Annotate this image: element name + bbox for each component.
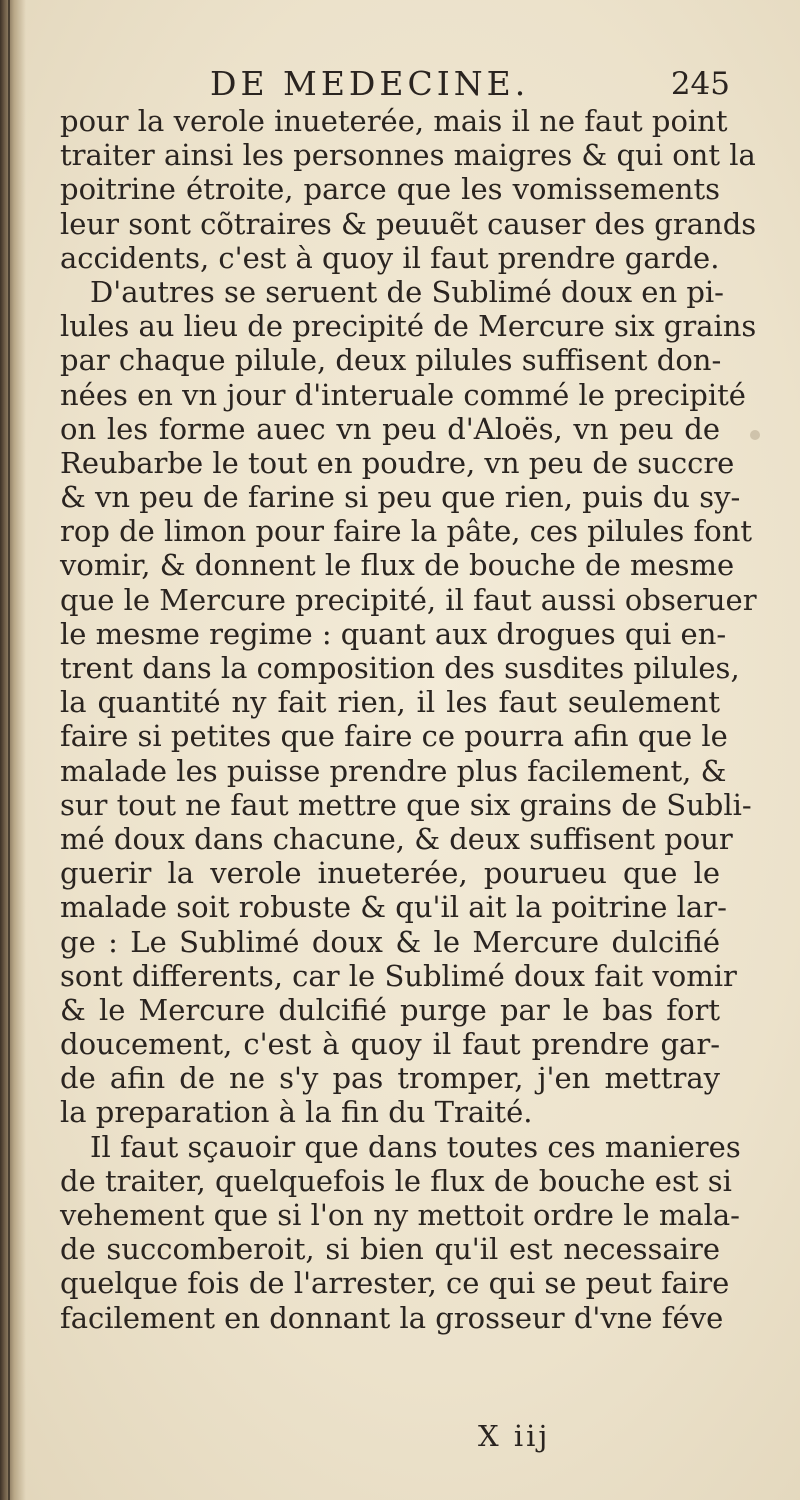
- text-line: mé doux dans chacune, & deux suffisent pour: [60, 821, 733, 856]
- text-line: que le Mercure precipité, il faut aussi obseruer: [60, 582, 757, 617]
- text-line: quelque fois de l'arrester, ce qui se peut faire: [60, 1266, 730, 1301]
- paper-stain: [750, 430, 760, 440]
- text-line: Reubarbe le tout en poudre, vn peu de succre: [60, 445, 735, 480]
- page-number: 245: [670, 66, 730, 102]
- text-line: facilement en donnant la grosseur d'vne féve: [60, 1300, 724, 1335]
- text-line: poitrine étroite, parce que les vomissements: [60, 172, 720, 207]
- text-line: D'autres se seruent de Sublimé doux en pi-: [90, 274, 724, 309]
- text-line: trent dans la composition des susdites pilules,: [60, 651, 740, 685]
- signature-mark: X iij: [478, 1419, 551, 1453]
- text-line: & le Mercure dulcifié purge par le bas fort: [60, 992, 720, 1027]
- text-line: vehement que si l'on ny mettoit ordre le mala-: [60, 1198, 740, 1232]
- text-line: de traiter, quelquefois le flux de bouche est si: [60, 1163, 732, 1198]
- binding-gutter: [0, 0, 26, 1500]
- text-line: Il faut sçauoir que dans toutes ces manieres: [90, 1129, 741, 1164]
- text-line: sont differents, car le Sublimé doux fait vomir: [60, 958, 737, 993]
- text-line: traiter ainsi les personnes maigres & qui ont la: [60, 138, 756, 173]
- text-line: leur sont cõtraires & peuuẽt causer des grands: [60, 206, 757, 241]
- text-line: la preparation à la fin du Traité.: [60, 1095, 533, 1130]
- text-line: guerir la verole inueterée, pourueu que le: [60, 856, 720, 891]
- text-line: par chaque pilule, deux pilules suffisent don-: [60, 343, 722, 378]
- text-line: sur tout ne faut mettre que six grains de Subli-: [60, 787, 752, 822]
- text-line: malade soit robuste & qu'il ait la poitrine lar-: [60, 890, 727, 925]
- text-line: pour la verole inueterée, mais il ne faut point: [60, 104, 728, 138]
- text-line: lules au lieu de precipité de Mercure six grains: [60, 309, 757, 344]
- text-line: de succomberoit, si bien qu'il est necessaire: [60, 1232, 720, 1267]
- text-line: de afin de ne s'y pas tromper, j'en mettray: [60, 1061, 720, 1096]
- text-line: doucement, c'est à quoy il faut prendre gar-: [60, 1027, 720, 1062]
- running-head: DE MEDECINE.: [210, 64, 530, 103]
- text-line: malade les puisse prendre plus facilement, &: [60, 753, 727, 788]
- text-line: faire si petites que faire ce pourra afin que le: [60, 719, 728, 754]
- text-line: ge : Le Sublimé doux & le Mercure dulcifié: [60, 924, 720, 959]
- text-line: le mesme regime : quant aux drogues qui en-: [60, 616, 727, 651]
- text-line: & vn peu de farine si peu que rien, puis du sy-: [60, 480, 741, 515]
- body-text: [60, 104, 757, 1335]
- text-line: nées en vn jour d'interuale commé le precipité: [60, 377, 746, 412]
- text-line: accidents, c'est à quoy il faut prendre garde.: [60, 240, 720, 275]
- text-line: on les forme auec vn peu d'Aloës, vn peu de: [60, 411, 720, 446]
- text-line: vomir, & donnent le flux de bouche de mesme: [60, 548, 735, 583]
- text-line: rop de limon pour faire la pâte, ces pilules font: [60, 514, 753, 549]
- text-line: la quantité ny fait rien, il les faut seulement: [60, 685, 720, 720]
- page-header: [60, 62, 730, 106]
- binding-edge: [8, 0, 10, 1500]
